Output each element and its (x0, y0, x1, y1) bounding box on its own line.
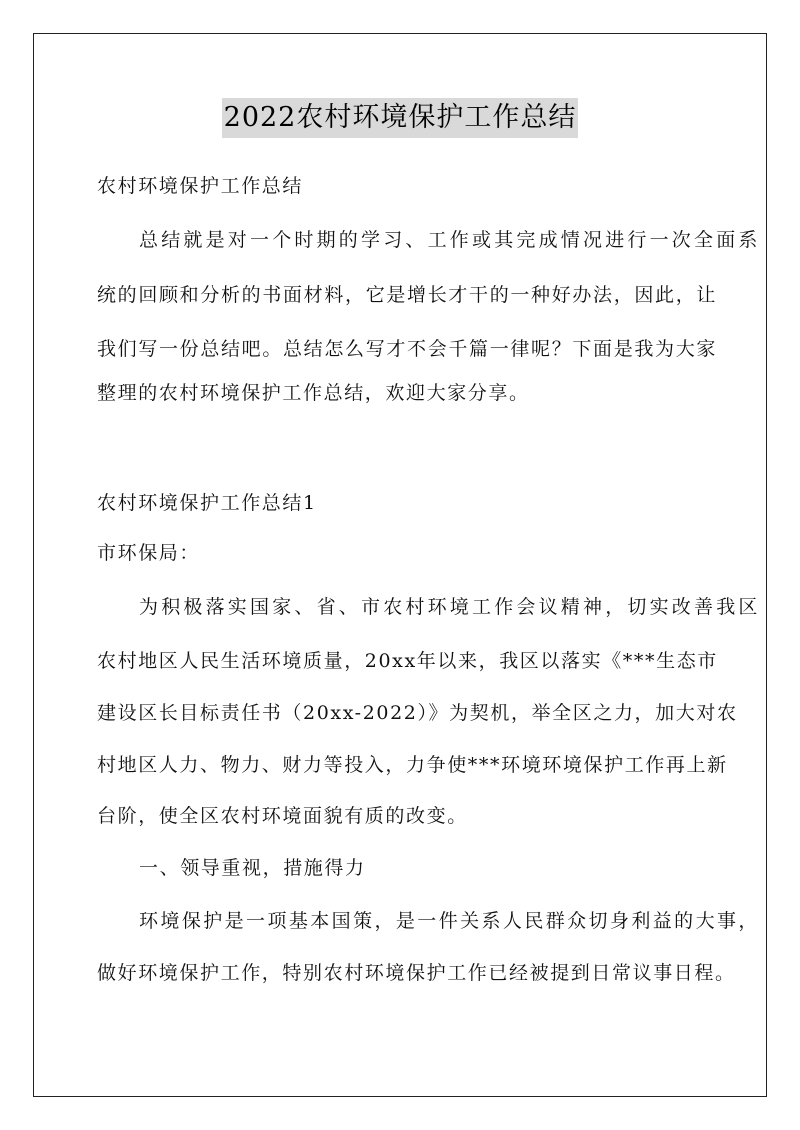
intro-line-1: 总结就是对一个时期的学习、工作或其完成情况进行一次全面系 (139, 229, 759, 251)
body-line-5: 台阶，使全区农村环境面貌有质的改变。 (97, 805, 468, 827)
intro-line-3: 我们写一份总结吧。总结怎么写才不会千篇一律呢？下面是我为大家 (97, 338, 717, 360)
body-line-1: 为积极落实国家、省、市农村环境工作会议精神，切实改善我区 (139, 596, 759, 618)
body-line-4: 村地区人力、物力、财力等投入，力争使***环境环境保护工作再上新 (97, 754, 728, 776)
point-line-1: 环境保护是一项基本国策，是一件关系人民群众切身利益的大事， (139, 910, 759, 932)
body-line-3: 建设区长目标责任书（20xx-2022）》为契机，举全区之力，加大对农 (97, 702, 738, 724)
intro-line-4: 整理的农村环境保护工作总结，欢迎大家分享。 (97, 382, 530, 404)
document-title: 2022农村环境保护工作总结 (222, 98, 579, 138)
point-heading: 一、领导重视，措施得力 (139, 857, 366, 879)
addressee: 市环保局： (97, 542, 201, 564)
intro-line-2: 统的回顾和分析的书面材料，它是增长才干的一种好办法，因此，让 (97, 284, 717, 306)
point-line-2: 做好环境保护工作，特别农村环境保护工作已经被提到日常议事日程。 (97, 962, 736, 984)
document-subtitle: 农村环境保护工作总结 (97, 175, 304, 197)
title-container (0, 98, 800, 138)
section-heading: 农村环境保护工作总结1 (97, 492, 317, 514)
body-line-2: 农村地区人民生活环境质量，20xx年以来，我区以落实《***生态市 (97, 650, 718, 672)
